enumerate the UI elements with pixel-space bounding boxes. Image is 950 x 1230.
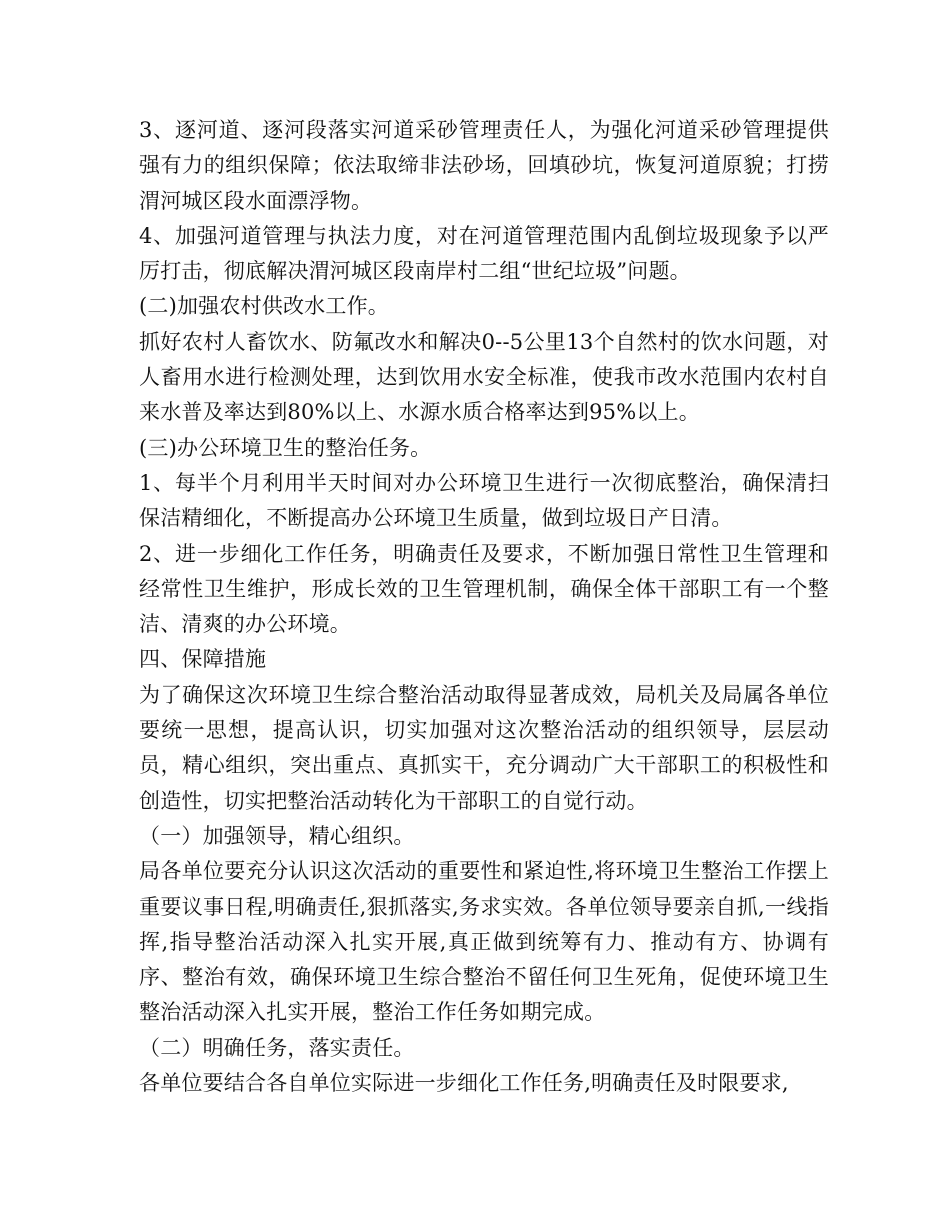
- heading-safeguard-measures: 四、保障措施: [139, 647, 267, 672]
- heading-office-sanitation: (三)办公环境卫生的整治任务。: [139, 435, 432, 460]
- paragraph-office-cleaning: 1、每半个月利用半天时间对办公环境卫生进行一次彻底整治，确保清扫保洁精细化，不断提高办公环境卫生质量，做到垃圾日产日清。: [139, 470, 829, 531]
- paragraph-safeguard-intro: 为了确保这次环境卫生综合整治活动取得显著成效，局机关及局属各单位要统一思想，提高认识，切实加强对这次整治活动的组织领导，层层动员，精心组织，突出重点、真抓实干，充分调动广大干部职工的积极性和创造性，切实把整治活动转化为干部职工的自觉行动。: [139, 682, 829, 813]
- paragraph-tasks-details: 各单位要结合各自单位实际进一步细化工作任务,明确责任及时限要求,: [139, 1071, 789, 1096]
- heading-clarify-tasks: （二）明确任务，落实责任。: [139, 1035, 415, 1060]
- document-body: [139, 113, 829, 1101]
- heading-strengthen-leadership: （一）加强领导，精心组织。: [139, 823, 415, 848]
- paragraph-river-enforcement: 4、加强河道管理与执法力度，对在河道管理范围内乱倒垃圾现象予以严厉打击，彻底解决渭河城区段南岸村二组“世纪垃圾”问题。: [139, 223, 829, 284]
- paragraph-rural-drinking-water: 抓好农村人畜饮水、防氟改水和解决0--5公里13个自然村的饮水问题，对人畜用水进行检测处理，达到饮用水安全标准，使我市改水范围内农村自来水普及率达到80%以上、水源水质合格率达到95%以上。: [139, 329, 829, 425]
- paragraph-leadership-details: 局各单位要充分认识这次活动的重要性和紧迫性,将环境卫生整治工作摆上重要议事日程,明确责任,狠抓落实,务求实效。各单位领导要亲自抓,一线指挥,指导整治活动深入扎实开展,真正做到统筹有力、推动有方、协调有序、整治有效，确保环境卫生综合整治不留任何卫生死角，促使环境卫生整治活动深入扎实开展，整治工作任务如期完成。: [139, 859, 829, 1025]
- paragraph-sanitation-mechanism: 2、进一步细化工作任务，明确责任及要求，不断加强日常性卫生管理和经常性卫生维护，形成长效的卫生管理机制，确保全体干部职工有一个整洁、清爽的办公环境。: [139, 541, 829, 637]
- paragraph-river-sand-management: 3、逐河道、逐河段落实河道采砂管理责任人，为强化河道采砂管理提供强有力的组织保障；依法取缔非法砂场，回填砂坑，恢复河道原貌；打捞渭河城区段水面漂浮物。: [139, 118, 829, 213]
- heading-rural-water-supply: (二)加强农村供改水工作。: [139, 294, 389, 319]
